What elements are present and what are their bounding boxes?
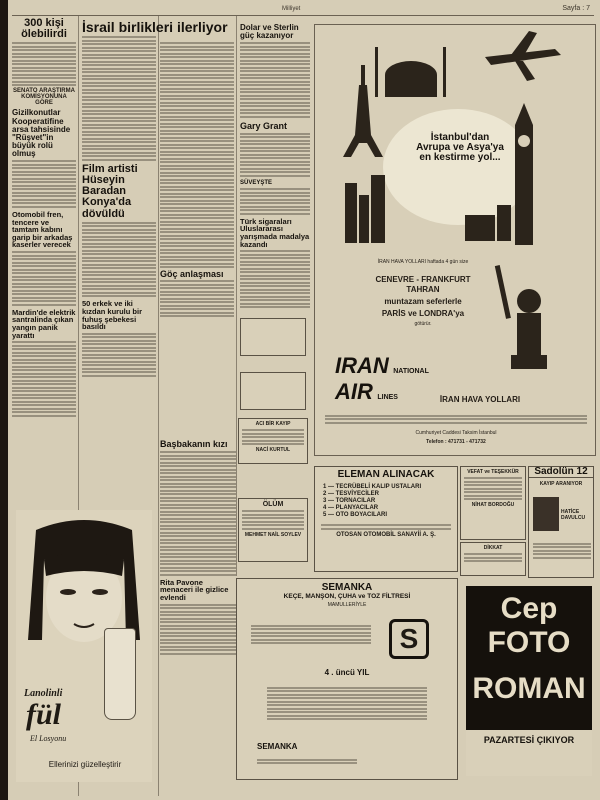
newspaper-page (8, 0, 600, 800)
vefat-title: VEFAT ve TEŞEKKÜR (467, 469, 519, 475)
eleman-ad (314, 466, 458, 572)
headline-dolar-sterlin: Dolar ve Sterlin güç kazanıyor (240, 23, 299, 41)
big-ben-icon (515, 103, 533, 245)
headline-basbakan: Başbakanın kızı (160, 440, 228, 449)
iran-logo-iran: IRAN (335, 353, 389, 378)
semanka-years: 4 . üncü YIL (324, 668, 370, 677)
sadolun-label: Sadolün 12 (529, 467, 593, 478)
semanka-footer: SEMANKA (257, 742, 298, 751)
subhead-senato: SENATO ARAŞTIRMA KOMİSYONUNA GÖRE (13, 88, 75, 107)
aci-bir-kayip-name: NACİ KURTUL (255, 447, 291, 453)
headline-rita-pavone: Rita Pavone menaceri ile gizlice evlendi (160, 577, 229, 602)
headline-otomobil-fren: Otomobil fren, tencere ve tamtam kabını garip bir arkadaş kaserler verecek (12, 209, 73, 250)
cep-line-2: FOTO (487, 626, 571, 659)
small-ad-1 (240, 318, 306, 356)
semanka-tagline: KEÇE, MANŞON, ÇUHA ve TOZ FİLTRESİ (283, 593, 411, 601)
aci-bir-kayip-title: ACI BİR KAYIP (255, 421, 291, 427)
iran-line-2: CENEVRE - FRANKFURT (375, 275, 471, 284)
headline-fuhus: 50 erkek ve iki kızdan kurulu bir fuhuş şebekesi basıldı (82, 299, 143, 332)
iran-headline-3: en kestirme yol... (419, 152, 501, 164)
iran-logo-lines: LINES (377, 394, 398, 401)
kayip-title: KAYIP ARANIYOR (539, 481, 583, 488)
semanka-ad (236, 578, 458, 780)
page-shadow (0, 0, 8, 800)
ful-brand: Lanolinli (24, 688, 63, 699)
iran-logo-national: NATIONAL (393, 368, 429, 375)
masthead-name: Milliyet (282, 6, 301, 12)
column-1 (12, 16, 76, 506)
semanka-brand: SEMANKA (321, 582, 373, 593)
eleman-item: 2 — TESVİYECİLER (323, 491, 380, 498)
headline-film-artisti: Film artisti Hüseyin Baradan Konya'da dövüldü (82, 162, 138, 220)
cep-line-3: ROMAN (472, 672, 586, 705)
column-rule (236, 16, 237, 576)
small-ad-2 (240, 372, 306, 410)
ful-lotion-ad (16, 510, 152, 782)
dikkat-ad (460, 542, 526, 576)
olum-title: ÖLÜM (262, 501, 284, 508)
ful-slogan: Ellerinizi güzelleştirir (48, 760, 122, 769)
cep-line-4: PAZARTESİ ÇIKIYOR (483, 735, 575, 745)
kayip-name: HATİCE DAVULCU (561, 509, 586, 521)
ful-product: fül (26, 698, 62, 731)
iran-logo-sub: İRAN HAVA YOLLARI (439, 395, 521, 404)
column-2b (160, 40, 234, 440)
cep-foto-roman-ad (466, 586, 592, 776)
vefat-ad (460, 466, 526, 540)
masthead (12, 4, 594, 16)
olum-box (238, 498, 308, 562)
semanka-maker: MAMULLERİYLE (327, 601, 367, 608)
eleman-company: OTOSAN OTOMOBİL SANAYİİ A. Ş. (336, 531, 436, 538)
headline-300-kisi: 300 kişi ölebilirdi (21, 17, 67, 41)
eleman-item: 5 — OTO BOYACILARI (323, 512, 388, 519)
iran-phone: Telefon : 471731 - 471732 (426, 439, 486, 445)
page-number: Sayfa : 7 (562, 5, 590, 12)
iran-footer: Cumhuriyet Caddesi Taksim İstanbul (415, 430, 497, 436)
dikkat-title: DİKKAT (483, 545, 503, 551)
iran-line-1: İRAN HAVA YOLLARI haftada 4 gün size (377, 259, 469, 265)
semanka-logo-icon: S (389, 619, 429, 659)
olum-name: MEHMET NAİL SOYLEV (244, 531, 302, 538)
eleman-item: 4 — PLANYACILAR (323, 505, 379, 512)
lotion-bottle-icon (104, 628, 136, 720)
kayip-ad (528, 466, 594, 578)
cep-line-1: Cep (500, 592, 558, 625)
headline-israil: İsrail birlikleri ilerliyor (82, 19, 228, 35)
iran-line-3: TAHRAN (406, 285, 440, 294)
headline-gary-grant: Gary Grant (240, 120, 288, 131)
eleman-item: 1 — TECRÜBELİ KALIP USTALARI (323, 484, 422, 491)
iran-air-ad (314, 24, 596, 456)
goc-block (160, 270, 236, 290)
iran-headline (395, 133, 525, 164)
iran-headline-1: İstanbul'dan (430, 132, 490, 143)
iran-line-5: PARİS ve LONDRA'ya (381, 309, 465, 318)
iran-line-6: götürür. (414, 321, 432, 327)
headline-sigara: Türk sigaraları Uluslararası yarışmada madalya kazandı (240, 216, 310, 249)
vefat-name: NİHAT BORDOĞU (471, 502, 515, 508)
iran-headline-2: Avrupa ve Asya'ya (416, 142, 504, 154)
eleman-title: ELEMAN ALINACAK (337, 469, 435, 480)
ful-script: El Losyonu (30, 734, 67, 743)
aci-bir-kayip-box (238, 418, 308, 464)
column-3-bottom (160, 440, 236, 780)
iran-line-4: muntazam seferlerle (384, 297, 462, 306)
mosque-icon (375, 47, 446, 97)
headline-kooperatif: Gizilkonutlar Kooperatifine arsa tahsisinde "Rüşvet"in büyük rolü olmuş (12, 108, 71, 159)
eleman-item: 3 — TORNACILAR (323, 498, 376, 505)
iran-logo-air: AIR (335, 379, 373, 404)
headline-goc: Göç anlaşması (160, 270, 236, 279)
skyline-icon (345, 175, 511, 243)
headline-suveyste: SÜVEYŞTE (240, 179, 273, 186)
eleman-list (315, 480, 457, 522)
headline-mardin: Mardin'de elektrik santralinda çıkan yangın panik yarattı (12, 307, 76, 340)
airplane-icon (485, 31, 561, 81)
missing-person-photo (533, 497, 559, 531)
